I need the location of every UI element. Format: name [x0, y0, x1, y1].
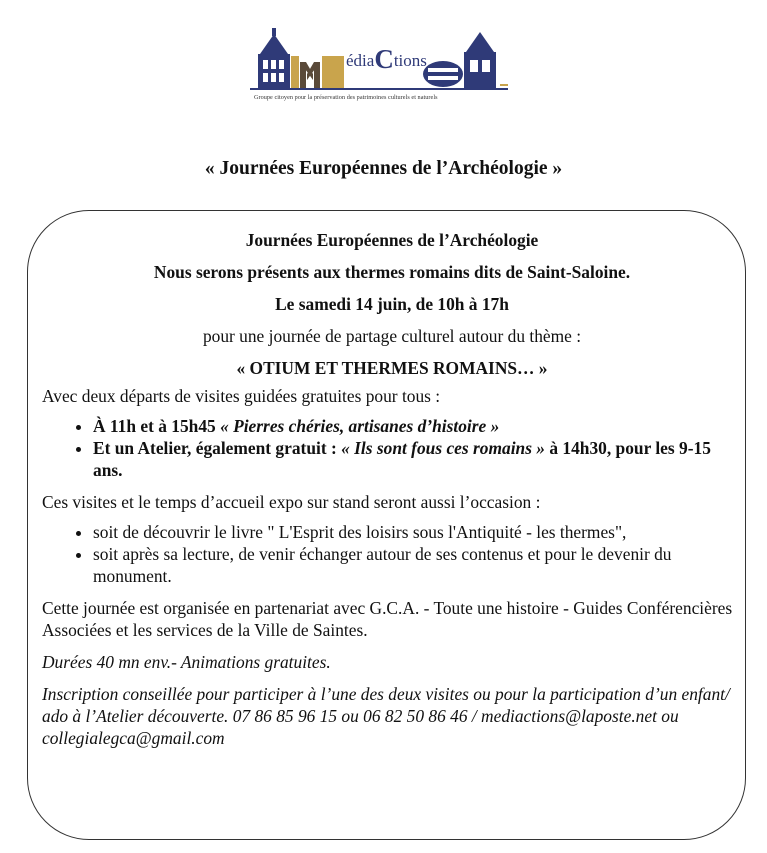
logo-tagline: Groupe citoyen pour la préservation des patrimoines culturels et naturels: [254, 94, 438, 101]
expo-list: [42, 521, 742, 587]
theme-line: « OTIUM ET THERMES ROMAINS… »: [236, 358, 548, 378]
list-item: • soit après sa lecture, de venir échanger autour de ses contenus et pour le devenir du monument.: [93, 543, 742, 587]
logo-wordmark: édiaCtions: [346, 44, 427, 74]
location-line: Nous serons présents aux thermes romains dits de Saint-Saloine.: [153, 262, 631, 282]
list-item: • À 11h et à 15h45 « Pierres chéries, artisanes d’histoire »: [93, 415, 742, 437]
intro-line: pour une journée de partage culturel autour du thème :: [202, 326, 582, 346]
date-line: Le samedi 14 juin, de 10h à 17h: [275, 294, 509, 314]
duration-text: Durées 40 mn env.- Animations gratuites.: [42, 652, 331, 672]
partners-text: Cette journée est organisée en partenariat avec G.C.A. - Toute une histoire - Guides Conférencières Associées et les services de la Ville de Saintes.: [42, 598, 733, 640]
page-title: « Journées Européennes de l’Archéologie »: [204, 158, 563, 179]
visits-intro: Avec deux départs de visites guidées gratuites pour tous :: [42, 386, 441, 406]
info-content: [42, 229, 742, 749]
box-heading: Journées Européennes de l’Archéologie: [245, 230, 539, 250]
registration-text: Inscription conseillée pour participer à l’une des deux visites ou pour la participation d’un enfant/ ado à l’Atelier découverte. 07 86 85 96 15 ou 06 82 50 86 46 / mediactions@laposte.net ou collegialegca@gmail.com: [42, 684, 730, 748]
visits-list: [42, 415, 742, 481]
logo: [250, 28, 512, 110]
expo-intro: Ces visites et le temps d’accueil expo sur stand seront aussi l’occasion :: [42, 492, 541, 512]
list-item: • soit de découvrir le livre " L'Esprit des loisirs sous l'Antiquité - les thermes",: [93, 521, 742, 543]
list-item: • Et un Atelier, également gratuit : « Ils sont fous ces romains » à 14h30, pour les 9-15 ans.: [93, 437, 742, 481]
